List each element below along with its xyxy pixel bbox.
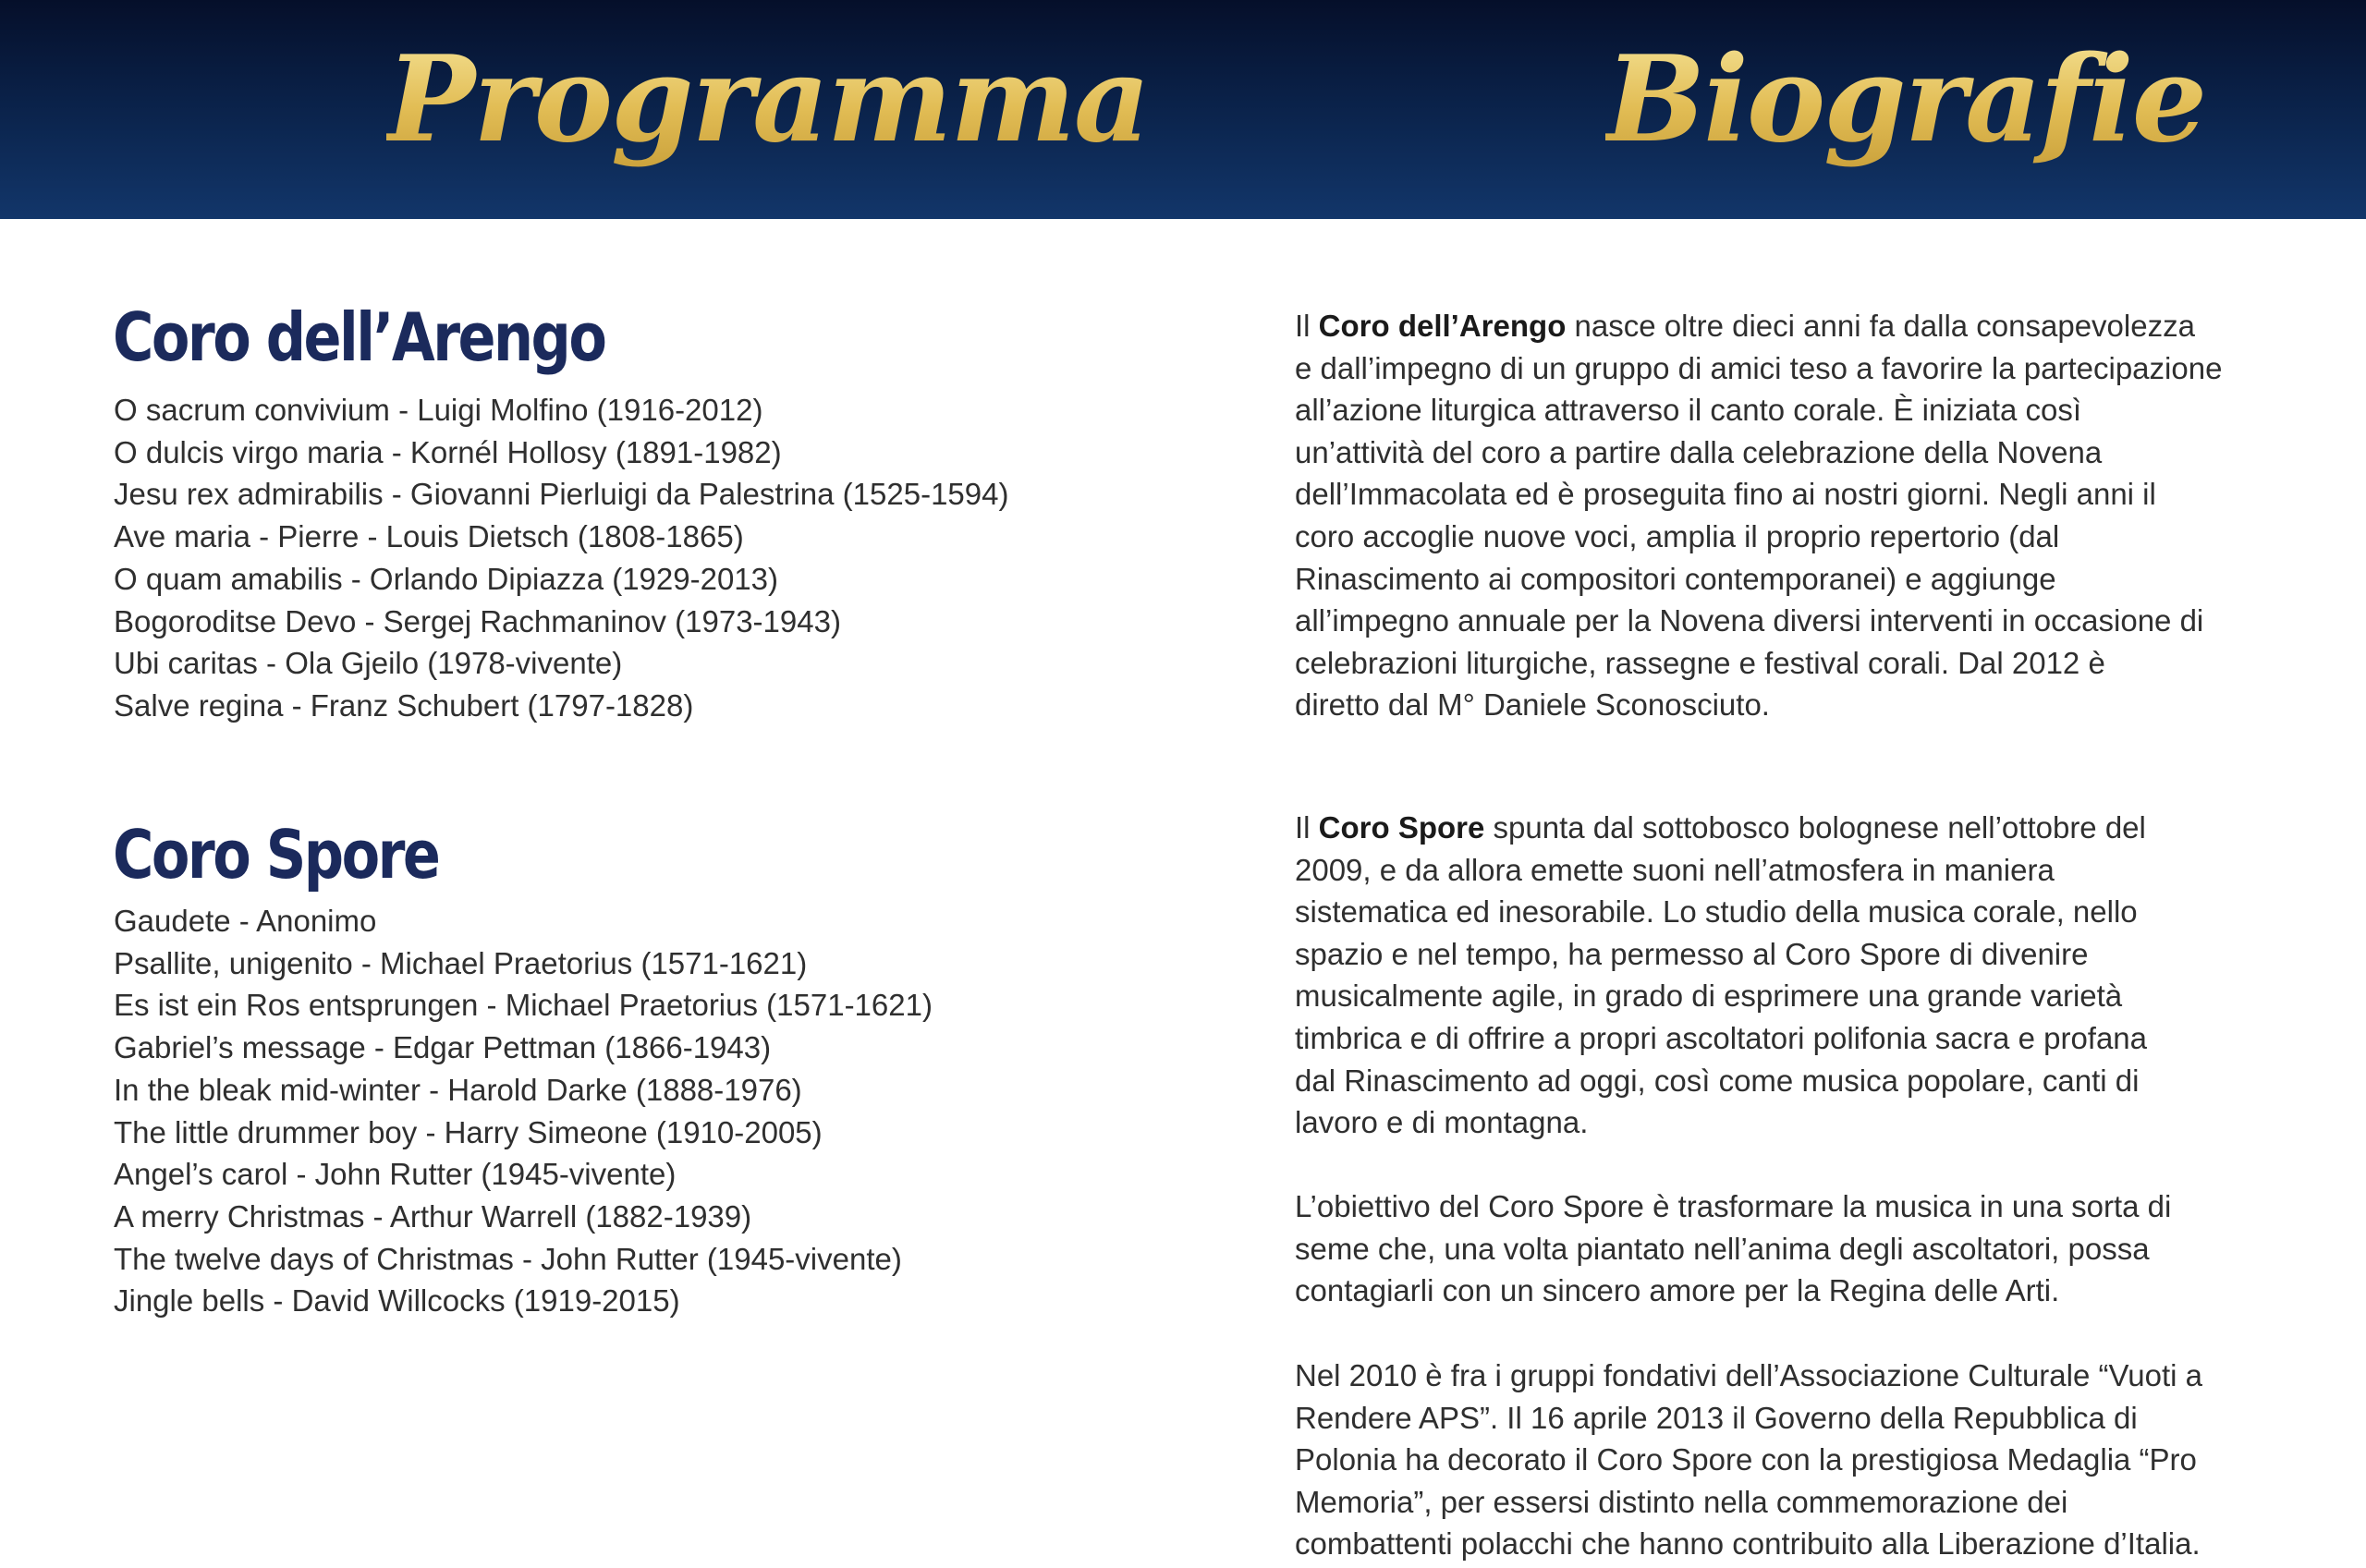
- bio-line: sistematica ed inesorabile. Lo studio della musica corale, nello: [1295, 894, 2138, 930]
- bio-line: un’attività del coro a partire dalla celebrazione della Novena: [1295, 434, 2103, 469]
- program-item: Jingle bells - David Willcocks (1919-2015): [114, 1283, 680, 1319]
- bio-line: Polonia ha decorato il Coro Spore con la prestigiosa Medaglia “Pro: [1295, 1442, 2197, 1477]
- bio-spore-objective: [1295, 1185, 2275, 1312]
- program-list-arengo: [114, 389, 1008, 727]
- bio-line: [1295, 807, 2275, 849]
- section-heading-spore: Coro Spore: [113, 816, 439, 893]
- bio-prefix: Il: [1295, 810, 1319, 845]
- program-item: In the bleak mid-winter - Harold Darke (1888-1976): [114, 1072, 802, 1107]
- program-item: A merry Christmas - Arthur Warrell (1882-1939): [114, 1198, 752, 1234]
- bio-line: seme che, una volta piantato nell’anima degli ascoltatori, possa: [1295, 1231, 2150, 1266]
- programma-title: Programma: [386, 26, 1149, 174]
- bio-line: 2009, e da allora emette suoni nell’atmosfera in maniera: [1295, 852, 2055, 887]
- program-item: O quam amabilis - Orlando Dipiazza (1929-2013): [114, 561, 779, 596]
- program-item: Es ist ein Ros entsprungen - Michael Praetorius (1571-1621): [114, 988, 933, 1023]
- bio-line: dell’Immacolata ed è proseguita fino ai nostri giorni. Negli anni il: [1295, 477, 2156, 512]
- bio-spore: [1295, 807, 2275, 1144]
- bio-line: all’azione liturgica attraverso il canto corale. È iniziata così: [1295, 393, 2082, 428]
- program-item: Bogoroditse Devo - Sergej Rachmaninov (1973-1943): [114, 603, 841, 638]
- bio-line: combattenti polacchi che hanno contribuito alla Liberazione d’Italia.: [1295, 1526, 2201, 1562]
- bio-line: [1295, 305, 2275, 347]
- program-item: O dulcis virgo maria - Kornél Hollosy (1891-1982): [114, 434, 782, 469]
- bio-spore-paragraph-2: [1295, 1185, 2275, 1312]
- bio-spore-paragraph-3: [1295, 1355, 2275, 1565]
- bio-line: contagiarli con un sincero amore per la Regina delle Arti.: [1295, 1273, 2060, 1308]
- bio-line: coro accoglie nuove voci, amplia il proprio repertorio (dal: [1295, 518, 2060, 553]
- biografie-title: Biografie: [1605, 26, 2205, 174]
- bio-line: Nel 2010 è fra i gruppi fondativi dell’Associazione Culturale “Vuoti a: [1295, 1358, 2202, 1392]
- bio-line: Memoria”, per essersi distinto nella commemorazione dei: [1295, 1484, 2068, 1519]
- bio-prefix: Il: [1295, 309, 1319, 343]
- bio-line: celebrazioni liturgiche, rassegne e festival corali. Dal 2012 è: [1295, 645, 2105, 680]
- bio-line: e dall’impegno di un gruppo di amici teso a favorire la partecipazione: [1295, 350, 2223, 385]
- program-item: Salve regina - Franz Schubert (1797-1828): [114, 687, 694, 723]
- header-band: [0, 0, 2366, 219]
- bio-line: diretto dal M° Daniele Sconosciuto.: [1295, 687, 1770, 723]
- program-item: O sacrum convivium - Luigi Molfino (1916-2012): [114, 393, 763, 427]
- program-item: Ubi caritas - Ola Gjeilo (1978-vivente): [114, 646, 623, 681]
- bio-line: dal Rinascimento ad oggi, così come musica popolare, canti di: [1295, 1063, 2140, 1098]
- bio-name-arengo: Coro dell’Arengo: [1318, 309, 1567, 343]
- program-item: Gabriel’s message - Edgar Pettman (1866-1943): [114, 1030, 772, 1065]
- bio-line: all’impegno annuale per la Novena diversi interventi in occasione di: [1295, 603, 2204, 638]
- bio-arengo: [1295, 305, 2275, 726]
- program-item: The little drummer boy - Harry Simeone (1910-2005): [114, 1114, 823, 1149]
- program-item: Jesu rex admirabilis - Giovanni Pierluigi da Palestrina (1525-1594): [114, 477, 1009, 512]
- section-heading-arengo: Coro dell’Arengo: [113, 298, 605, 376]
- program-item: Ave maria - Pierre - Louis Dietsch (1808-1865): [114, 519, 744, 554]
- program-item: Angel’s carol - John Rutter (1945-vivente): [114, 1157, 677, 1192]
- program-list-spore: [114, 900, 933, 1322]
- bio-line: lavoro e di montagna.: [1295, 1105, 1589, 1140]
- bio-spore-paragraph-1: [1295, 807, 2275, 1144]
- bio-line: musicalmente agile, in grado di esprimere una grande varietà: [1295, 978, 2123, 1014]
- bio-arengo-paragraph: [1295, 305, 2275, 726]
- bio-line: Rendere APS”. Il 16 aprile 2013 il Governo della Repubblica di: [1295, 1400, 2138, 1435]
- bio-spore-history: [1295, 1355, 2275, 1565]
- bio-text: spunta dal sottobosco bolognese nell’ottobre del: [1484, 810, 2146, 845]
- program-item: The twelve days of Christmas - John Rutter (1945-vivente): [114, 1241, 902, 1276]
- program-item: Gaudete - Anonimo: [114, 904, 377, 938]
- bio-name-spore: Coro Spore: [1318, 810, 1485, 845]
- bio-line: spazio e nel tempo, ha permesso al Coro Spore di divenire: [1295, 936, 2089, 971]
- program-item: Psallite, unigenito - Michael Praetorius (1571-1621): [114, 945, 808, 980]
- bio-line: timbrica e di offrire a propri ascoltatori polifonia sacra e profana: [1295, 1020, 2148, 1055]
- bio-line: Rinascimento ai compositori contemporanei) e aggiunge: [1295, 561, 2056, 596]
- bio-line: L’obiettivo del Coro Spore è trasformare la musica in una sorta di: [1295, 1189, 2172, 1223]
- bio-text: nasce oltre dieci anni fa dalla consapevolezza: [1566, 309, 2195, 343]
